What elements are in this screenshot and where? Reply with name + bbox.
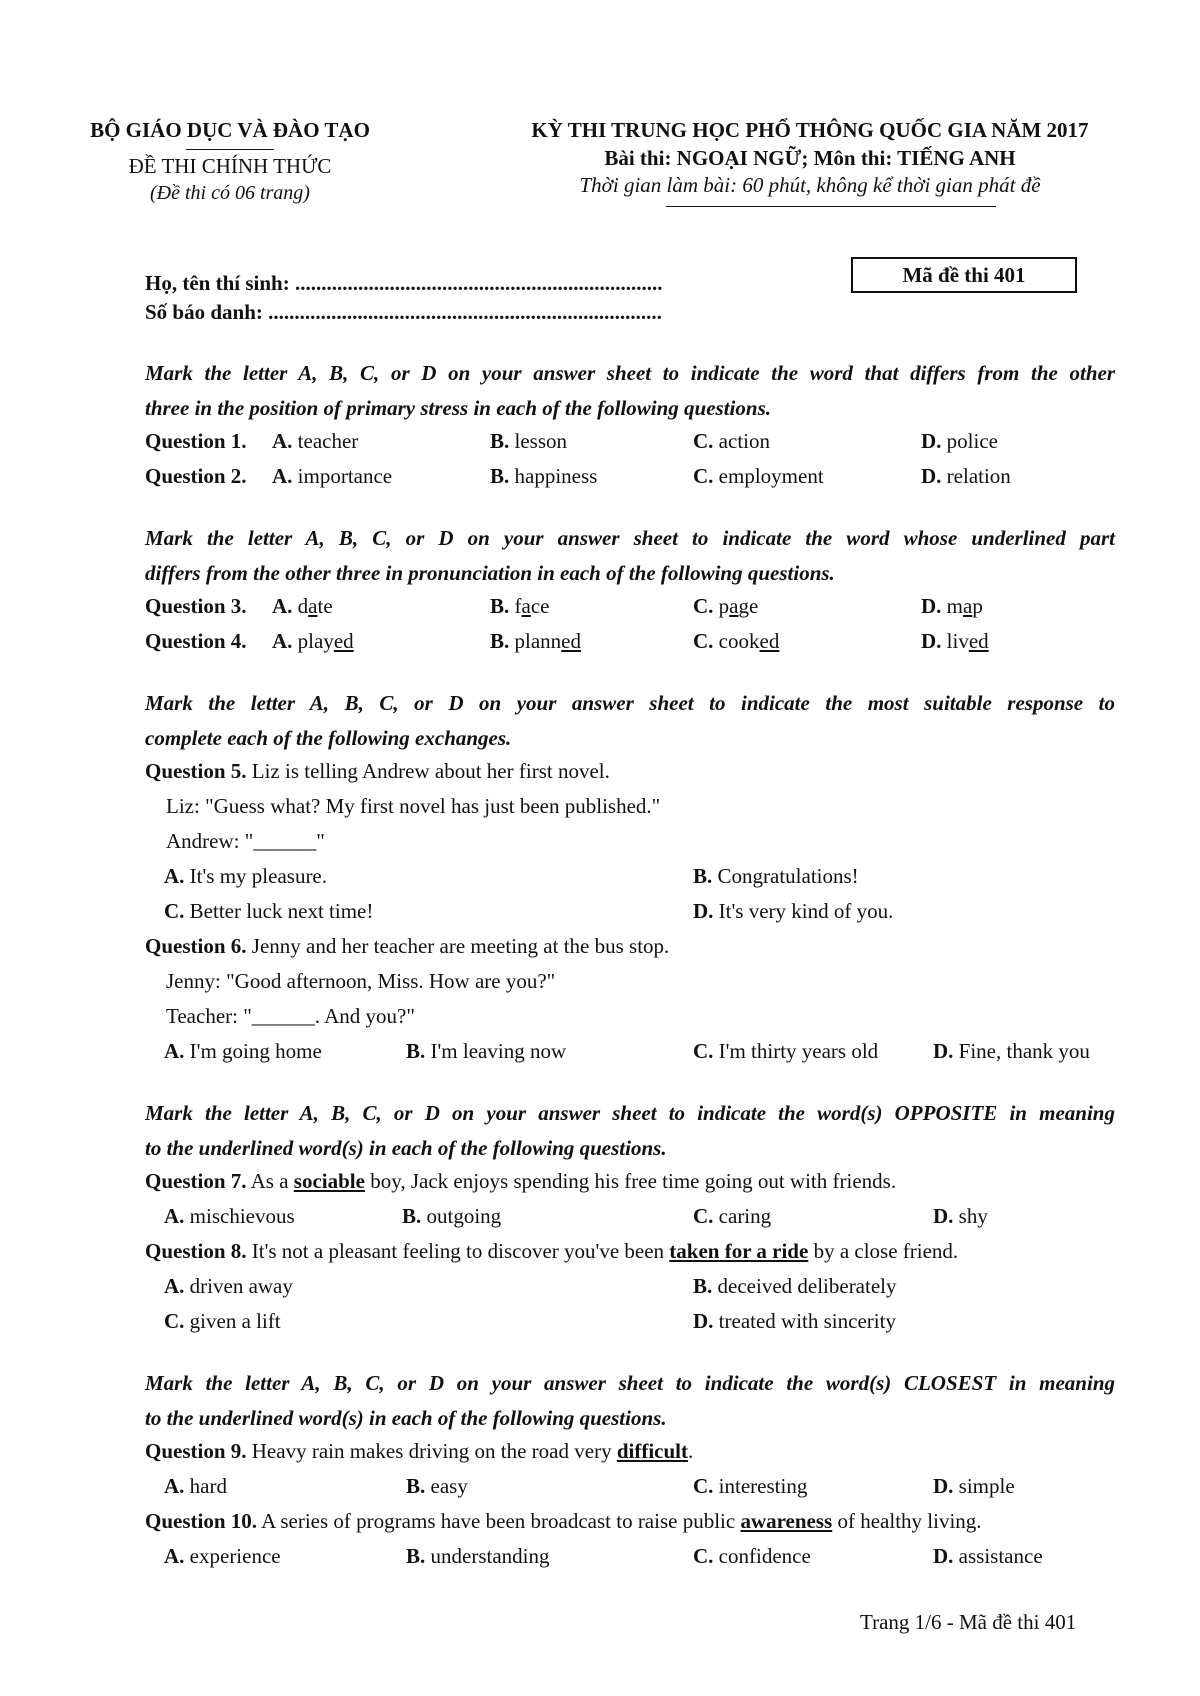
question-text: Jenny and her teacher are meeting at the bus stop. [246,934,670,958]
page-count-note: (Đề thi có 06 trang) [150,182,310,204]
ministry-name: BỘ GIÁO DỤC VÀ ĐÀO TẠO [90,118,370,142]
q1-option-a: A. teacher [272,429,359,453]
question-2 [145,464,247,489]
question-label: Question 10. [145,1509,258,1533]
question-label: Question 6. [145,934,247,958]
candidate-id-field: Số báo danh: ........................................................................... [145,300,662,324]
section-2-line-2: differs from the other three in pronunciation in each of the following questions. [145,561,835,585]
q7-option-b: B. outgoing [402,1204,502,1228]
q3-option-d: D. map [921,594,983,618]
q2-option-d: D. relation [921,464,1011,488]
q10-option-d: D. assistance [933,1544,1043,1568]
underlined-word: difficult [616,1439,688,1463]
q4-option-b: B. planned [490,629,581,653]
q6-dialogue-2: Teacher: "______. And you?" [166,1004,415,1028]
question-4 [145,629,247,654]
exam-time: Thời gian làm bài: 60 phút, không kể thời gian phát đề [579,173,1041,197]
q2-option-c: C. employment [693,464,824,488]
q4-option-a: A. played [272,629,354,653]
header-right [440,118,1180,198]
section-2-instruction [145,521,1115,591]
question-7: Question 7. As a sociable boy, Jack enjoys spending his free time going out with friends. [145,1169,897,1193]
exam-code-box: Mã đề thi 401 [851,257,1077,293]
question-text: Liz is telling Andrew about her first novel. [246,759,610,783]
q6-option-d: D. Fine, thank you [933,1039,1090,1063]
q5-option-d: D. It's very kind of you. [693,899,894,923]
section-3-line-2: complete each of the following exchanges. [145,726,512,750]
q4-option-d: D. lived [921,629,989,653]
question-5 [145,759,610,784]
question-3 [145,594,247,619]
q4-option-c: C. cooked [693,629,780,653]
question-9: Question 9. Heavy rain makes driving on the road very difficult. [145,1439,694,1463]
q1-option-b: B. lesson [490,429,568,453]
section-5-instruction [145,1366,1115,1436]
underlined-word: sociable [293,1169,365,1193]
q8-option-d: D. treated with sincerity [693,1309,896,1333]
page-footer: Trang 1/6 - Mã đề thi 401 [860,1610,1077,1634]
official-label: ĐỀ THI CHÍNH THỨC [128,154,332,178]
section-3-instruction [145,686,1115,756]
q9-option-a: A. hard [164,1474,227,1498]
q10-option-a: A. experience [164,1544,281,1568]
section-1-line-2: three in the position of primary stress in each of the following questions. [145,396,771,420]
time-underline [666,206,996,207]
q6-option-b: B. I'm leaving now [406,1039,567,1063]
q6-dialogue-1: Jenny: "Good afternoon, Miss. How are you?" [166,969,556,993]
q5-dialogue-2: Andrew: "______" [166,829,325,853]
q6-option-c: C. I'm thirty years old [693,1039,879,1063]
q5-dialogue-1: Liz: "Guess what? My first novel has just been published." [166,794,661,818]
q9-option-c: C. interesting [693,1474,808,1498]
q7-option-a: A. mischievous [164,1204,295,1228]
q8-option-a: A. driven away [164,1274,293,1298]
section-1-instruction [145,356,1115,426]
question-8: Question 8. It's not a pleasant feeling to discover you've been taken for a ride by a close friend. [145,1239,959,1263]
q7-option-c: C. caring [693,1204,772,1228]
section-4-instruction [145,1096,1115,1166]
q2-option-a: A. importance [272,464,393,488]
question-label: Question 3. [145,594,247,618]
q2-option-b: B. happiness [490,464,598,488]
ministry-underline [186,149,274,150]
section-3-line-1: Mark the letter A, B, C, or D on your answer sheet to indicate the most suitable response to [145,691,1115,715]
q5-option-c: C. Better luck next time! [164,899,374,923]
question-label: Question 9. [145,1439,247,1463]
question-label: Question 4. [145,629,247,653]
question-6 [145,934,669,959]
q6-option-a: A. I'm going home [164,1039,322,1063]
question-1 [145,429,247,454]
section-5-line-2: to the underlined word(s) in each of the following questions. [145,1406,667,1430]
q3-option-c: C. page [693,594,759,618]
q7-option-d: D. shy [933,1204,988,1228]
question-label: Question 7. [145,1169,247,1193]
q9-option-b: B. easy [406,1474,468,1498]
section-4-line-1: Mark the letter A, B, C, or D on your answer sheet to indicate the word(s) OPPOSITE in meaning [145,1101,1115,1125]
underlined-word: awareness [740,1509,833,1533]
exam-subject: Bài thi: NGOẠI NGỮ; Môn thi: TIẾNG ANH [604,146,1016,170]
q1-option-d: D. police [921,429,998,453]
q5-option-b: B. Congratulations! [693,864,859,888]
section-2-line-1: Mark the letter A, B, C, or D on your answer sheet to indicate the word whose underlined part [145,526,1115,550]
q8-option-c: C. given a lift [164,1309,281,1333]
question-label: Question 8. [145,1239,247,1263]
question-label: Question 2. [145,464,247,488]
underlined-word: taken for a ride [669,1239,809,1263]
q9-option-d: D. simple [933,1474,1015,1498]
q3-option-b: B. face [490,594,550,618]
q5-option-a: A. It's my pleasure. [164,864,328,888]
header-left [70,118,390,205]
question-label: Question 1. [145,429,247,453]
candidate-name-field: Họ, tên thí sinh: ...................................................................... [145,271,663,295]
question-label: Question 5. [145,759,247,783]
section-1-line-1: Mark the letter A, B, C, or D on your answer sheet to indicate the word that differs from the other [145,361,1115,385]
q1-option-c: C. action [693,429,770,453]
question-10: Question 10. A series of programs have been broadcast to raise public awareness of healthy living. [145,1509,982,1533]
section-5-line-1: Mark the letter A, B, C, or D on your answer sheet to indicate the word(s) CLOSEST in meaning [145,1371,1115,1395]
exam-title: KỲ THI TRUNG HỌC PHỔ THÔNG QUỐC GIA NĂM 2017 [531,118,1089,142]
section-4-line-2: to the underlined word(s) in each of the following questions. [145,1136,667,1160]
q10-option-c: C. confidence [693,1544,811,1568]
q3-option-a: A. date [272,594,333,618]
q8-option-b: B. deceived deliberately [693,1274,897,1298]
q10-option-b: B. understanding [406,1544,550,1568]
